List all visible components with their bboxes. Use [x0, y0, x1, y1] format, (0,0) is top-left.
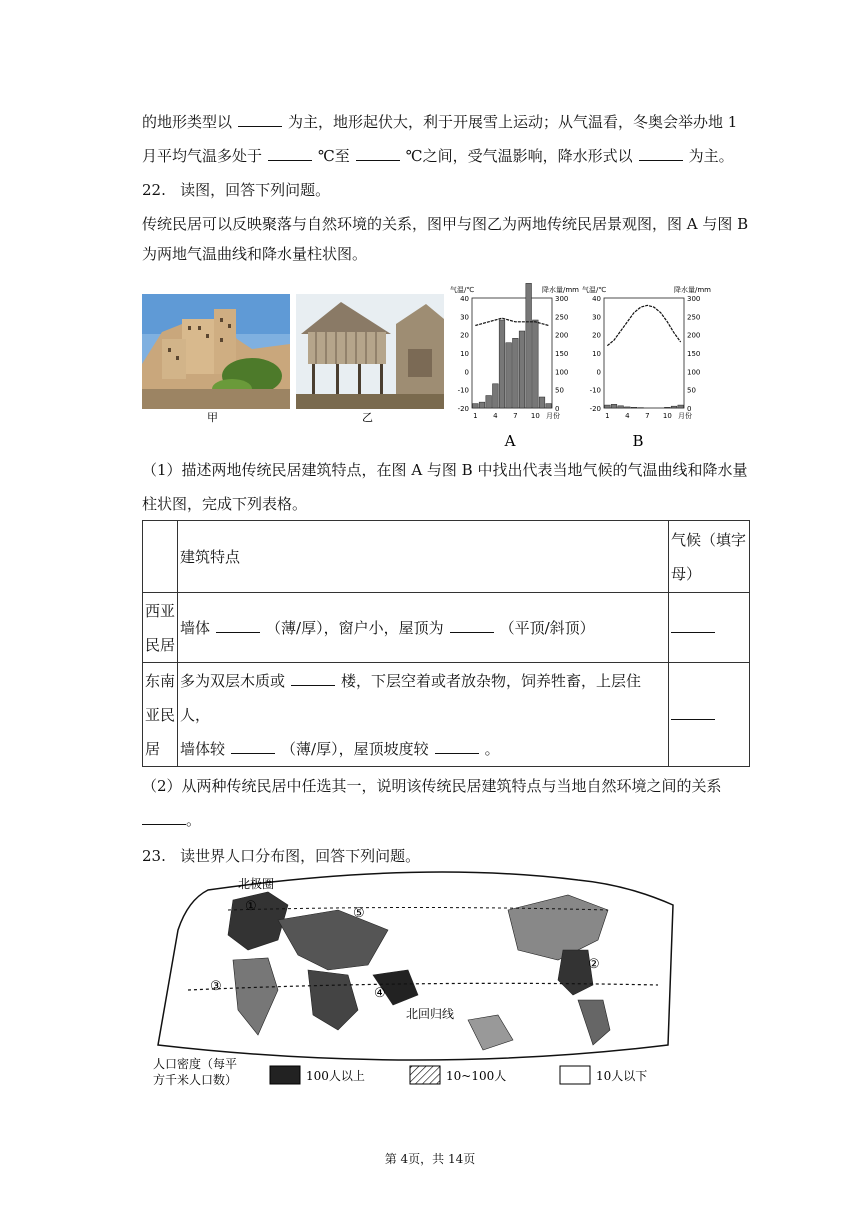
- legend-mid-swatch: [410, 1066, 440, 1084]
- legend-low-label: 10人以下: [596, 1069, 648, 1083]
- y2-tick-label: 150: [687, 350, 701, 358]
- q22-sub1-line-2: 柱状图，完成下列表格。: [142, 495, 308, 513]
- q22-intro-2: 为两地气温曲线和降水量柱状图。: [142, 245, 368, 263]
- svg-text:甲: 甲: [207, 411, 218, 424]
- y2-axis-title: 降水量/mm: [542, 286, 579, 294]
- question-23-heading: 23. 读世界人口分布图，回答下列问题。: [142, 847, 421, 865]
- y-tick-label: 0: [464, 368, 469, 377]
- y2-tick-label: 0: [687, 405, 692, 413]
- row-features-west-asia: 墙体 （薄/厚），窗户小，屋顶为 （平顶/斜顶）: [178, 593, 669, 663]
- x-tick-label: 7: [645, 412, 650, 420]
- answer-blank[interactable]: [671, 618, 715, 633]
- answer-blank[interactable]: [216, 618, 260, 633]
- q22-sub1-line-1: （1）描述两地传统民居建筑特点，在图 A 与图 B 中找出代表当地气候的气温曲线和降水量: [142, 461, 748, 479]
- y-tick-label: 10: [592, 350, 601, 358]
- marker-1: ①: [245, 899, 257, 914]
- y-tick-label: 30: [592, 313, 601, 322]
- marker-5: ⑤: [353, 906, 365, 921]
- climate-chart-b-plot: [582, 285, 711, 420]
- precip-bar: [493, 384, 499, 408]
- x-tick-label: 10: [662, 412, 672, 420]
- question-22-heading: 22. 读图，回答下列问题。: [142, 181, 331, 199]
- legend-high-label: 100人以上: [306, 1069, 365, 1083]
- precip-bar: [605, 405, 611, 408]
- marker-2: ②: [588, 957, 600, 972]
- precip-bar: [631, 407, 637, 408]
- precip-bar: [625, 407, 631, 408]
- precip-bar: [665, 407, 671, 408]
- header-building-features: 建筑特点: [178, 521, 669, 593]
- answer-blank[interactable]: [238, 112, 282, 127]
- precip-bar: [486, 396, 492, 408]
- marker-3: ③: [210, 979, 222, 994]
- y2-tick-label: 100: [687, 368, 701, 377]
- row-climate-west-asia: [669, 593, 750, 663]
- y-tick-label: 40: [460, 295, 469, 303]
- building-features-table: [142, 520, 750, 767]
- precip-bar: [526, 283, 532, 408]
- y-tick-label: -20: [589, 405, 601, 413]
- q22-intro-1: 传统民居可以反映聚落与自然环境的关系，图甲与图乙为两地传统民居景观图，图 A 与图 B: [142, 215, 749, 233]
- world-population-map: [148, 870, 683, 1100]
- y-tick-label: -10: [589, 386, 601, 395]
- answer-blank[interactable]: [142, 810, 186, 825]
- label-arctic-circle: 北极圈: [238, 877, 275, 891]
- svg-text:乙: 乙: [362, 411, 373, 424]
- legend-low-swatch: [560, 1066, 590, 1084]
- page-footer: 第 4页，共 14页: [384, 1152, 476, 1166]
- q22-sub2-answer: 。: [142, 810, 201, 830]
- precip-bar: [611, 404, 617, 408]
- precip-bar: [539, 397, 545, 408]
- y2-tick-label: 50: [555, 386, 564, 395]
- y-tick-label: 20: [460, 331, 469, 340]
- row-climate-southeast-asia: [669, 663, 750, 767]
- answer-blank[interactable]: [671, 705, 715, 720]
- plot-frame: [604, 298, 684, 408]
- marker-4: ④: [374, 986, 386, 1001]
- answer-blank[interactable]: [639, 146, 683, 161]
- label-tropic-of-cancer: 北回归线: [406, 1007, 455, 1021]
- precip-bar: [506, 343, 512, 408]
- legend-title-line-1: 人口密度（每平: [153, 1057, 238, 1071]
- x-axis-title: 月份: [546, 412, 560, 420]
- x-tick-label: 4: [625, 412, 630, 420]
- y2-tick-label: 200: [687, 331, 701, 340]
- chart-a-label: A: [504, 432, 516, 450]
- precip-bar: [499, 320, 505, 408]
- temperature-line: [607, 305, 680, 345]
- y-tick-label: -10: [457, 386, 469, 395]
- row-features-southeast-asia: 多为双层木质或 楼，下层空着或者放杂物，饲养牲畜，上层住人， 墙体较 （薄/厚），屋顶坡度较 。: [178, 663, 669, 767]
- y2-tick-label: 200: [555, 331, 569, 340]
- q22-sub2: （2）从两种传统民居中任选其一，说明该传统民居建筑特点与当地自然环境之间的关系: [142, 777, 722, 795]
- precip-bar: [671, 406, 677, 408]
- q22-figures: [142, 286, 711, 454]
- legend-high-swatch: [270, 1066, 300, 1084]
- table-row: [143, 593, 750, 663]
- answer-blank[interactable]: [435, 739, 479, 754]
- y2-tick-label: 250: [555, 313, 569, 322]
- table-header-row: [143, 521, 750, 593]
- precip-bar: [513, 338, 519, 408]
- legend-mid-label: 10~100人: [446, 1069, 507, 1083]
- y-axis-title: 气温/℃: [450, 286, 475, 294]
- y-axis-title: 气温/℃: [582, 286, 607, 294]
- x-tick-label: 4: [493, 412, 498, 420]
- climate-chart-b: [582, 284, 722, 454]
- answer-blank[interactable]: [291, 671, 335, 686]
- x-tick-label: 10: [530, 412, 540, 420]
- precip-bar: [546, 404, 552, 408]
- y2-tick-label: 150: [555, 350, 569, 358]
- q21-line-1: 的地形类型以 为主，地形起伏大，利于开展雪上运动；从气温看，冬奥会举办地 1: [142, 113, 738, 131]
- climate-chart-a: [450, 284, 590, 454]
- y2-axis-title: 降水量/mm: [674, 286, 711, 294]
- answer-blank[interactable]: [450, 618, 494, 633]
- q21-line-2: 月平均气温多处于 ℃至 ℃之间，受气温影响，降水形式以 为主。: [142, 147, 734, 165]
- precip-bar: [618, 406, 624, 408]
- y2-tick-label: 0: [555, 405, 560, 413]
- x-tick-label: 1: [605, 412, 610, 420]
- precip-bar: [519, 331, 525, 408]
- chart-b-label: B: [632, 432, 644, 450]
- precip-bar: [473, 404, 479, 408]
- y-tick-label: 20: [592, 331, 601, 340]
- row-region-southeast-asia: 东南 亚民 居: [143, 663, 178, 767]
- x-axis-title: 月份: [678, 412, 692, 420]
- photo-yi-southeast-asia-stilt-house: [296, 294, 444, 424]
- answer-blank[interactable]: [356, 146, 400, 161]
- x-tick-label: 7: [513, 412, 518, 420]
- plot-frame: [472, 298, 552, 408]
- y-tick-label: 30: [460, 313, 469, 322]
- y-tick-label: -20: [457, 405, 469, 413]
- answer-blank[interactable]: [268, 146, 312, 161]
- header-climate: 气候（填字 母）: [669, 521, 750, 593]
- y2-tick-label: 50: [687, 386, 696, 395]
- legend-title-line-2: 方千米人口数）: [153, 1073, 238, 1087]
- table-row: [143, 663, 750, 767]
- y2-tick-label: 250: [687, 313, 701, 322]
- y2-tick-label: 300: [687, 295, 701, 303]
- y-tick-label: 0: [596, 368, 601, 377]
- x-tick-label: 1: [473, 412, 478, 420]
- precip-bar: [479, 402, 485, 408]
- y-tick-label: 40: [592, 295, 601, 303]
- row-region-west-asia: 西亚 民居: [143, 593, 178, 663]
- y2-tick-label: 300: [555, 295, 569, 303]
- y-tick-label: 10: [460, 350, 469, 358]
- y2-tick-label: 100: [555, 368, 569, 377]
- answer-blank[interactable]: [231, 739, 275, 754]
- photo-jia-west-asia-houses: [142, 294, 290, 424]
- precip-bar: [533, 320, 539, 408]
- climate-chart-a-plot: [450, 283, 579, 420]
- precip-bar: [678, 405, 684, 408]
